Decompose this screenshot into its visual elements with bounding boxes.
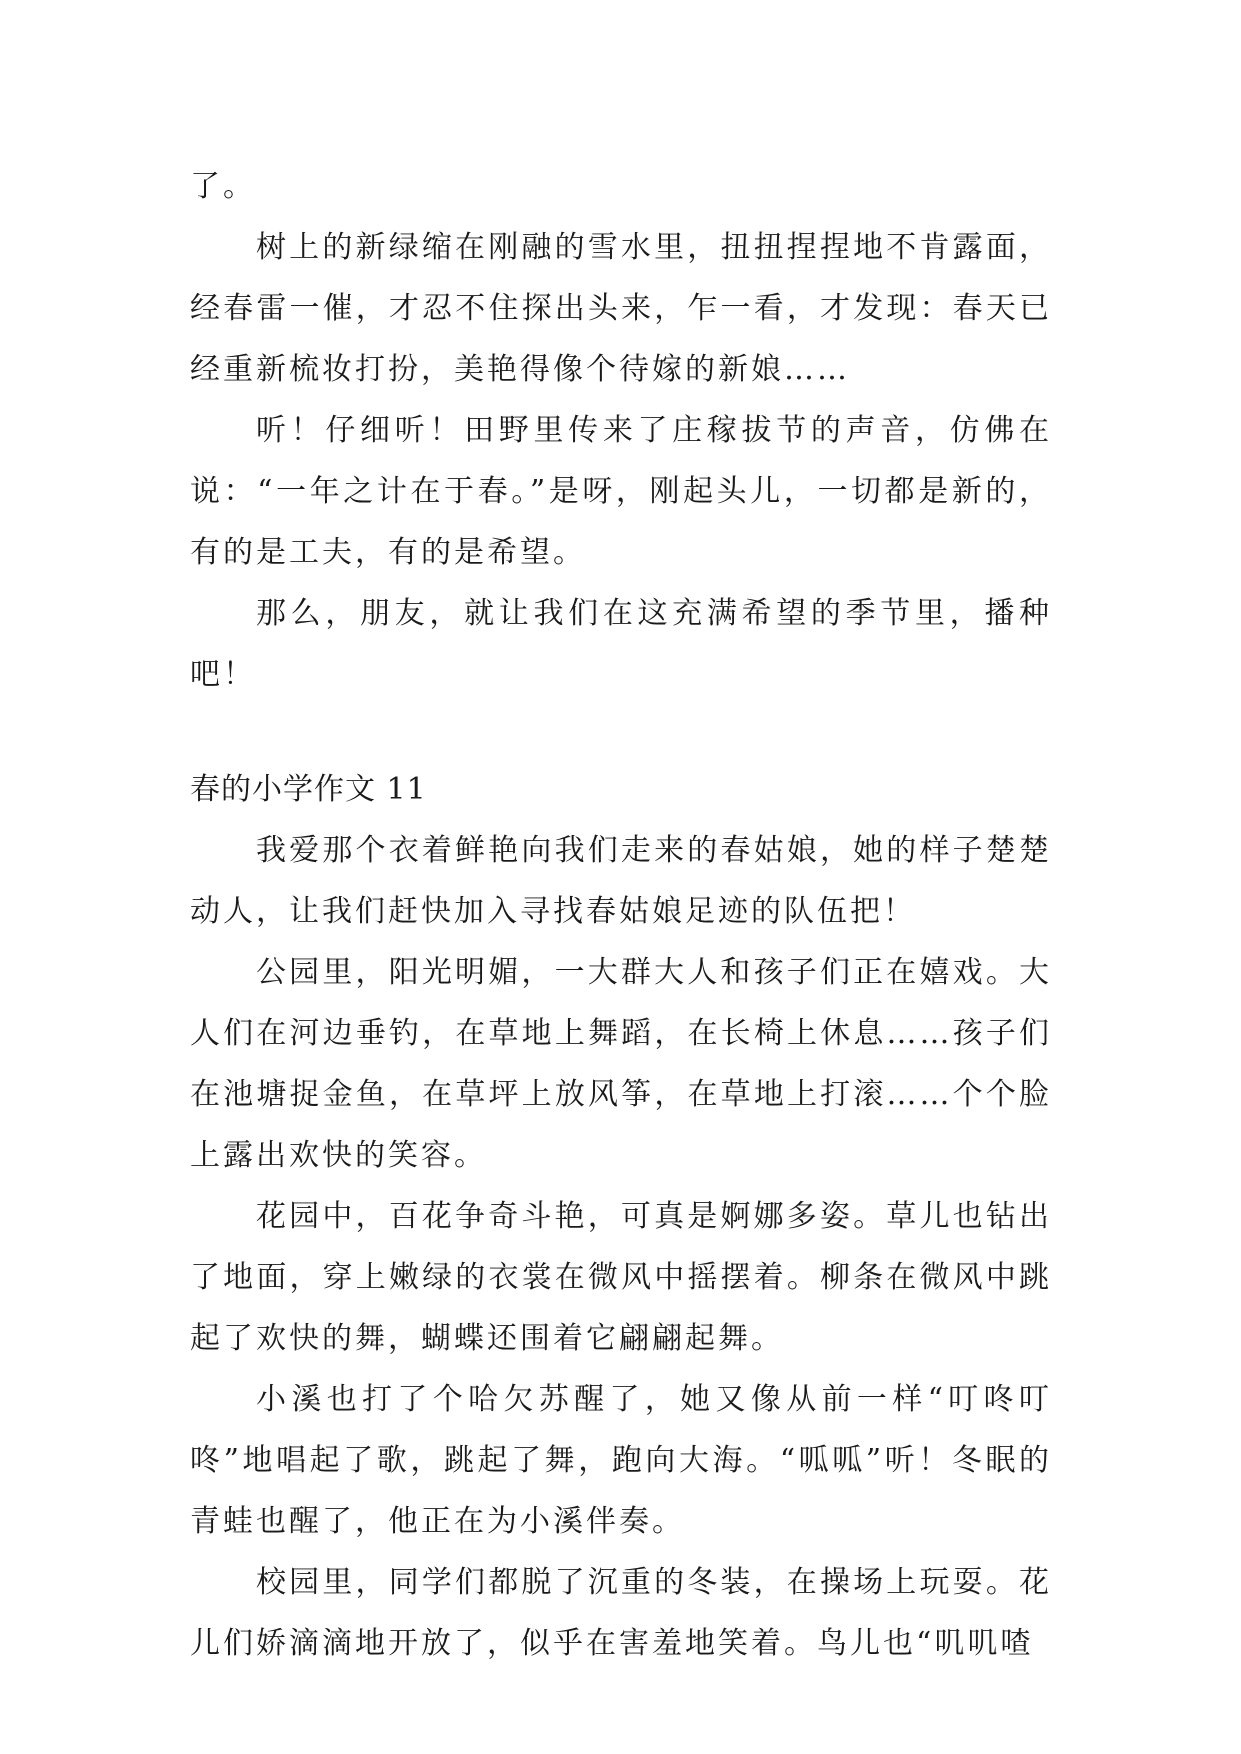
paragraph-continued: 了。 [190, 169, 256, 204]
paragraph-new-green: 树上的新绿缩在刚融的雪水里，扭扭捏捏地不肯露面，经春雷一催，才忍不住探出头来，乍一看，才发现：春天已经重新梳妆打扮，美艳得像个待嫁的新娘…… [190, 230, 1052, 387]
essay-title: 春的小学作文 11 [190, 772, 427, 807]
paragraph-park: 公园里，阳光明媚，一大群大人和孩子们正在嬉戏。大人们在河边垂钓，在草地上舞蹈，在长椅上休息……孩子们在池塘捉金鱼，在草坪上放风筝，在草地上打滚……个个脸上露出欢快的笑容。 [190, 955, 1052, 1173]
paragraph-listen: 听！仔细听！田野里传来了庄稼拔节的声音，仿佛在说：“一年之计在于春。”是呀，刚起头儿，一切都是新的，有的是工夫，有的是希望。 [190, 413, 1052, 570]
paragraph-sow: 那么，朋友，就让我们在这充满希望的季节里，播种吧！ [190, 596, 1052, 692]
paragraph-garden: 花园中，百花争奇斗艳，可真是婀娜多姿。草儿也钻出了地面，穿上嫩绿的衣裳在微风中摇摆着。柳条在微风中跳起了欢快的舞，蝴蝶还围着它翩翩起舞。 [190, 1199, 1052, 1356]
document-body [190, 156, 1052, 1674]
paragraph-campus: 校园里，同学们都脱了沉重的冬装，在操场上玩耍。花儿们娇滴滴地开放了，似乎在害羞地笑着。鸟儿也“叽叽喳 [190, 1565, 1052, 1661]
paragraph-spring-girl: 我爱那个衣着鲜艳向我们走来的春姑娘，她的样子楚楚动人，让我们赶快加入寻找春姑娘足迹的队伍把！ [190, 833, 1052, 929]
section-gap [190, 705, 1052, 759]
paragraph-stream: 小溪也打了个哈欠苏醒了，她又像从前一样“叮咚叮咚”地唱起了歌，跳起了舞，跑向大海。“呱呱”听！冬眠的青蛙也醒了，他正在为小溪伴奏。 [190, 1382, 1052, 1539]
